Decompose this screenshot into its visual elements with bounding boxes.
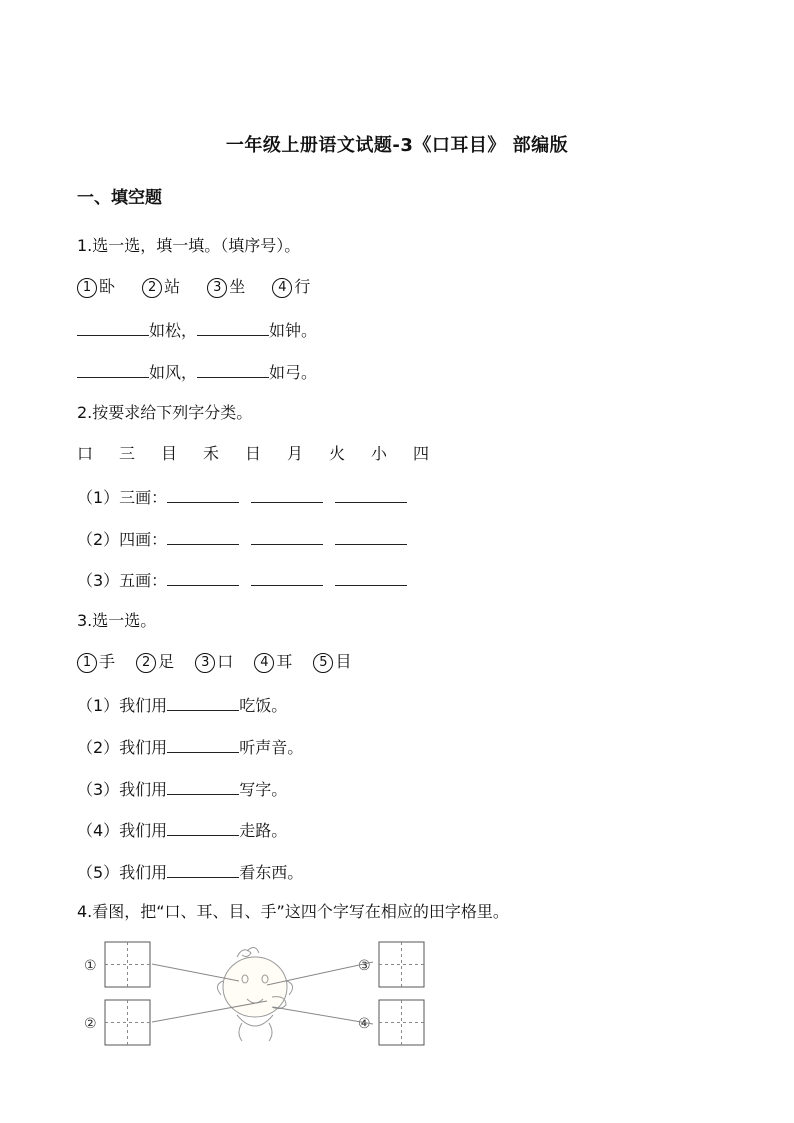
q2-stem: 2.按要求给下列字分类。 [77,403,253,422]
answer-blank[interactable] [251,569,323,586]
q1-options [77,277,332,298]
answer-blank[interactable] [167,736,239,753]
q1-row2: 如风， 如弓。 [77,361,317,383]
option: 3 口 [195,652,233,673]
answer-blank[interactable] [167,819,239,836]
char: 三 [119,444,136,463]
answer-blank[interactable] [167,861,239,878]
q3-item: （5）我们用 看东西。 [77,863,304,882]
option: 1 卧 [77,277,115,298]
char: 口 [77,444,94,463]
answer-blank[interactable] [77,361,149,378]
answer-blank[interactable] [197,319,269,336]
tianzige-box[interactable] [379,942,424,987]
q4-stem: 4.看图，把“口、耳、目、手”这四个字写在相应的田字格里。 [77,902,509,921]
q2-row: （2）四画： [77,528,407,550]
tianzige-box[interactable] [105,1000,150,1045]
answer-blank[interactable] [167,569,239,586]
option: 3 坐 [207,277,245,298]
answer-blank[interactable] [167,778,239,795]
option: 2 站 [142,277,180,298]
tianzige-box[interactable] [379,1000,424,1045]
answer-blank[interactable] [167,694,239,711]
section-heading: 一、填空题 [77,188,162,208]
option: 1 手 [77,652,115,673]
tianzige-box[interactable] [105,942,150,987]
option: 5 目 [313,652,351,673]
answer-blank[interactable] [167,486,239,503]
answer-blank[interactable] [167,528,239,545]
answer-blank[interactable] [335,486,407,503]
option: 4 耳 [254,652,292,673]
char: 月 [287,444,304,463]
q2-row: （1）三画： [77,486,407,508]
q3-item: （1）我们用 吃饭。 [77,696,288,715]
q3-item: （4）我们用 走路。 [77,821,288,840]
q3-item: （3）我们用 写字。 [77,780,288,799]
option: 4 行 [272,277,310,298]
option: 2 足 [136,652,174,673]
label-3: ③ [358,958,371,974]
label-4: ④ [358,1016,371,1032]
face-figure [77,935,437,1055]
q1-stem: 1.选一选，填一填。（填序号）。 [77,236,301,255]
q3-item: （2）我们用 听声音。 [77,738,304,757]
answer-blank[interactable] [77,319,149,336]
answer-blank[interactable] [251,486,323,503]
q3-options [77,652,367,673]
char: 四 [413,444,430,463]
char: 目 [161,444,178,463]
child-face-illustration [217,947,292,1041]
q1-row1: 如松， 如钟。 [77,319,317,341]
char: 火 [329,444,346,463]
q2-row: （3）五画： [77,569,407,591]
char: 禾 [203,444,220,463]
answer-blank[interactable] [197,361,269,378]
label-2: ② [84,1016,97,1032]
char: 日 [245,444,262,463]
q2-chars [77,444,455,464]
q3-stem: 3.选一选。 [77,611,157,630]
answer-blank[interactable] [335,569,407,586]
answer-blank[interactable] [251,528,323,545]
char: 小 [371,444,388,463]
page-title: 一年级上册语文试题-3《口耳目》 部编版 [225,135,569,156]
answer-blank[interactable] [335,528,407,545]
label-1: ① [84,958,97,974]
